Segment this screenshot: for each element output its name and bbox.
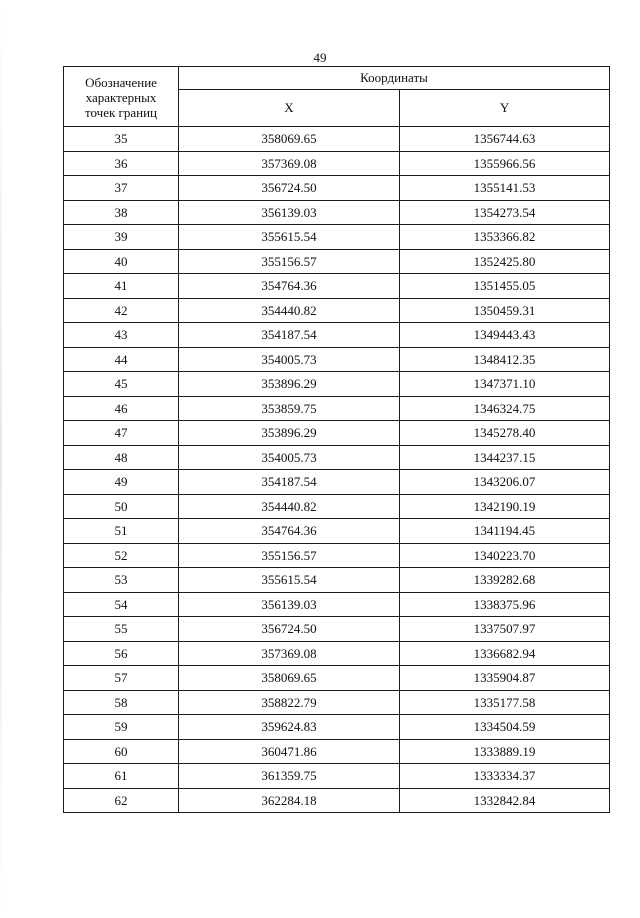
header-designation-line: Обозначение <box>85 74 157 90</box>
table-row <box>64 176 610 201</box>
y-coordinate-cell: 1356744.63 <box>400 127 610 152</box>
point-number-cell: 38 <box>64 200 179 225</box>
x-coordinate-cell: 354005.73 <box>179 347 400 372</box>
point-number-cell: 36 <box>64 151 179 176</box>
table-row <box>64 519 610 544</box>
point-number-cell: 62 <box>64 788 179 813</box>
point-number-cell: 61 <box>64 764 179 789</box>
point-number-cell: 43 <box>64 323 179 348</box>
y-coordinate-cell: 1341194.45 <box>400 519 610 544</box>
x-coordinate-cell: 354187.54 <box>179 323 400 348</box>
table-row <box>64 715 610 740</box>
y-coordinate-cell: 1342190.19 <box>400 494 610 519</box>
y-coordinate-cell: 1349443.43 <box>400 323 610 348</box>
y-coordinate-cell: 1355966.56 <box>400 151 610 176</box>
y-coordinate-cell: 1336682.94 <box>400 641 610 666</box>
x-coordinate-cell: 355615.54 <box>179 225 400 250</box>
table-row <box>64 494 610 519</box>
x-coordinate-cell: 360471.86 <box>179 739 400 764</box>
y-coordinate-cell: 1340223.70 <box>400 543 610 568</box>
x-coordinate-cell: 355156.57 <box>179 543 400 568</box>
x-coordinate-cell: 355615.54 <box>179 568 400 593</box>
point-number-cell: 53 <box>64 568 179 593</box>
table-row <box>64 127 610 152</box>
x-coordinate-cell: 354187.54 <box>179 470 400 495</box>
x-coordinate-cell: 356724.50 <box>179 176 400 201</box>
point-number-cell: 51 <box>64 519 179 544</box>
table-row <box>64 543 610 568</box>
y-coordinate-cell: 1353366.82 <box>400 225 610 250</box>
point-number-cell: 37 <box>64 176 179 201</box>
header-x: X <box>179 90 400 127</box>
table-row <box>64 323 610 348</box>
table-header <box>64 67 610 127</box>
point-number-cell: 50 <box>64 494 179 519</box>
y-coordinate-cell: 1347371.10 <box>400 372 610 397</box>
y-coordinate-cell: 1335904.87 <box>400 666 610 691</box>
point-number-cell: 45 <box>64 372 179 397</box>
x-coordinate-cell: 354005.73 <box>179 445 400 470</box>
table-row <box>64 396 610 421</box>
y-coordinate-cell: 1354273.54 <box>400 200 610 225</box>
y-coordinate-cell: 1334504.59 <box>400 715 610 740</box>
y-coordinate-cell: 1348412.35 <box>400 347 610 372</box>
x-coordinate-cell: 357369.08 <box>179 641 400 666</box>
x-coordinate-cell: 356724.50 <box>179 617 400 642</box>
table-row <box>64 298 610 323</box>
point-number-cell: 58 <box>64 690 179 715</box>
x-coordinate-cell: 356139.03 <box>179 592 400 617</box>
table-row <box>64 470 610 495</box>
y-coordinate-cell: 1351455.05 <box>400 274 610 299</box>
table-row <box>64 739 610 764</box>
point-number-cell: 54 <box>64 592 179 617</box>
point-number-cell: 57 <box>64 666 179 691</box>
x-coordinate-cell: 358069.65 <box>179 666 400 691</box>
table-row <box>64 372 610 397</box>
y-coordinate-cell: 1352425.80 <box>400 249 610 274</box>
table-row <box>64 592 610 617</box>
point-number-cell: 49 <box>64 470 179 495</box>
point-number-cell: 41 <box>64 274 179 299</box>
x-coordinate-cell: 359624.83 <box>179 715 400 740</box>
y-coordinate-cell: 1337507.97 <box>400 617 610 642</box>
y-coordinate-cell: 1333334.37 <box>400 764 610 789</box>
x-coordinate-cell: 354764.36 <box>179 519 400 544</box>
x-coordinate-cell: 362284.18 <box>179 788 400 813</box>
table-row <box>64 200 610 225</box>
y-coordinate-cell: 1355141.53 <box>400 176 610 201</box>
header-coordinates: Координаты <box>179 67 610 90</box>
point-number-cell: 48 <box>64 445 179 470</box>
point-number-cell: 39 <box>64 225 179 250</box>
table-row <box>64 666 610 691</box>
header-designation-line: характерных <box>85 89 157 105</box>
x-coordinate-cell: 358822.79 <box>179 690 400 715</box>
point-number-cell: 55 <box>64 617 179 642</box>
scan-edge <box>0 0 2 918</box>
point-number-cell: 42 <box>64 298 179 323</box>
table-row <box>64 568 610 593</box>
point-number-cell: 60 <box>64 739 179 764</box>
table-row <box>64 249 610 274</box>
x-coordinate-cell: 355156.57 <box>179 249 400 274</box>
point-number-cell: 40 <box>64 249 179 274</box>
table-row <box>64 421 610 446</box>
x-coordinate-cell: 357369.08 <box>179 151 400 176</box>
header-point-designation <box>64 67 179 127</box>
x-coordinate-cell: 353896.29 <box>179 372 400 397</box>
x-coordinate-cell: 354440.82 <box>179 298 400 323</box>
header-y: Y <box>400 90 610 127</box>
x-coordinate-cell: 353896.29 <box>179 421 400 446</box>
y-coordinate-cell: 1333889.19 <box>400 739 610 764</box>
x-coordinate-cell: 356139.03 <box>179 200 400 225</box>
coordinates-table <box>63 66 610 813</box>
y-coordinate-cell: 1343206.07 <box>400 470 610 495</box>
y-coordinate-cell: 1344237.15 <box>400 445 610 470</box>
point-number-cell: 44 <box>64 347 179 372</box>
table-row <box>64 690 610 715</box>
table-row <box>64 617 610 642</box>
x-coordinate-cell: 354440.82 <box>179 494 400 519</box>
point-number-cell: 46 <box>64 396 179 421</box>
x-coordinate-cell: 361359.75 <box>179 764 400 789</box>
table-row <box>64 445 610 470</box>
page-number: 49 <box>313 50 327 65</box>
point-number-cell: 35 <box>64 127 179 152</box>
table-row <box>64 764 610 789</box>
y-coordinate-cell: 1332842.84 <box>400 788 610 813</box>
y-coordinate-cell: 1346324.75 <box>400 396 610 421</box>
table-row <box>64 788 610 813</box>
x-coordinate-cell: 354764.36 <box>179 274 400 299</box>
table-row <box>64 347 610 372</box>
x-coordinate-cell: 353859.75 <box>179 396 400 421</box>
point-number-cell: 47 <box>64 421 179 446</box>
point-number-cell: 56 <box>64 641 179 666</box>
x-coordinate-cell: 358069.65 <box>179 127 400 152</box>
table-row <box>64 225 610 250</box>
table-row <box>64 151 610 176</box>
point-number-cell: 52 <box>64 543 179 568</box>
point-number-cell: 59 <box>64 715 179 740</box>
y-coordinate-cell: 1350459.31 <box>400 298 610 323</box>
y-coordinate-cell: 1335177.58 <box>400 690 610 715</box>
table-row <box>64 641 610 666</box>
table-row <box>64 274 610 299</box>
y-coordinate-cell: 1345278.40 <box>400 421 610 446</box>
y-coordinate-cell: 1339282.68 <box>400 568 610 593</box>
table-body <box>64 127 610 813</box>
y-coordinate-cell: 1338375.96 <box>400 592 610 617</box>
header-designation-line: точек границ <box>84 104 158 120</box>
